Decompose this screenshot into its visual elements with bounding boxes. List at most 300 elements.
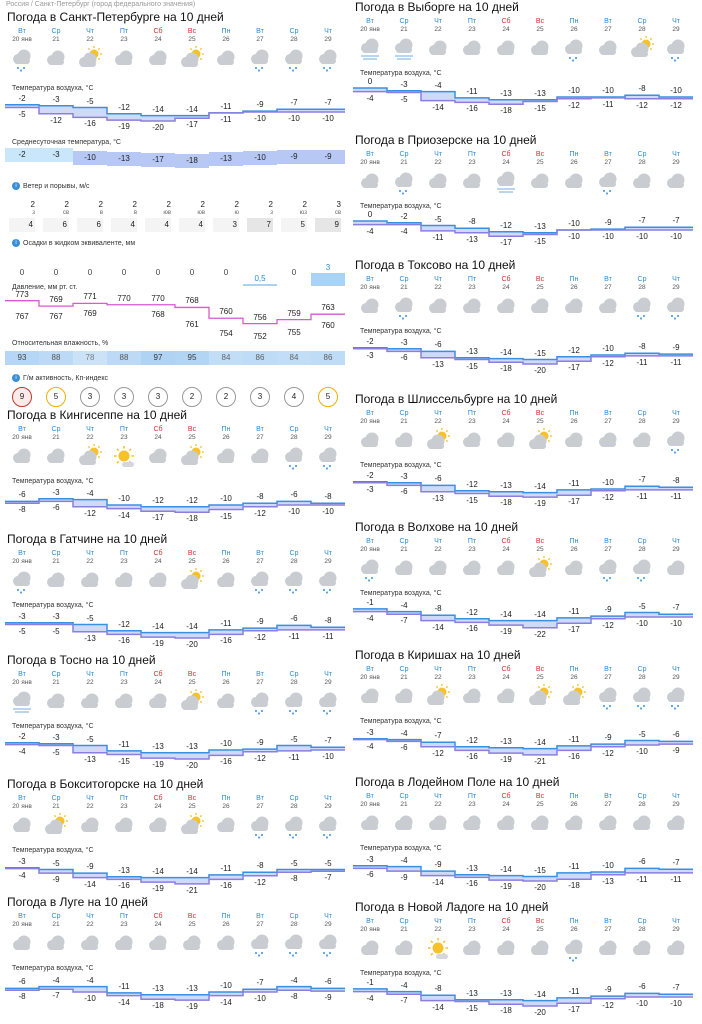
day-date: 20 янв <box>12 36 32 43</box>
day-date: 22 <box>86 803 94 810</box>
day-date: 29 <box>672 926 680 933</box>
city-title[interactable]: Погода в Киришах на 10 дней <box>355 648 521 662</box>
day-name: Пн <box>569 666 579 673</box>
day-header[interactable] <box>491 151 521 166</box>
day-name: Ср <box>289 426 299 433</box>
day-header[interactable] <box>211 550 241 565</box>
day-header[interactable] <box>177 795 207 810</box>
cloud-icon <box>425 294 451 320</box>
day-header[interactable] <box>423 793 453 808</box>
day-header[interactable] <box>627 18 657 33</box>
day-header[interactable] <box>109 426 139 441</box>
average-temperature-cell <box>141 153 175 167</box>
day-header[interactable] <box>491 18 521 33</box>
day-header[interactable] <box>355 410 385 425</box>
day-header[interactable] <box>389 410 419 425</box>
wind-direction: юз <box>299 210 307 216</box>
average-temperature-value: -2 <box>18 150 26 159</box>
day-header[interactable] <box>593 276 623 291</box>
day-header[interactable] <box>661 276 691 291</box>
max-temperature-value: -13 <box>534 221 546 231</box>
cloud-snow-icon <box>663 36 689 62</box>
day-header[interactable] <box>279 671 309 686</box>
max-temperature-value: -13 <box>500 988 512 998</box>
day-name: Чт <box>324 795 332 802</box>
max-temperature-value: -6 <box>672 730 680 740</box>
day-header[interactable] <box>661 793 691 808</box>
day-header[interactable] <box>559 151 589 166</box>
day-header[interactable] <box>245 795 275 810</box>
day-name: Ср <box>51 795 61 802</box>
cloud-icon <box>425 556 451 582</box>
day-header[interactable] <box>457 410 487 425</box>
sun-cloud-icon <box>179 689 205 715</box>
day-header[interactable] <box>355 151 385 166</box>
wind-label[interactable] <box>12 182 90 190</box>
max-temperature-value: -3 <box>400 337 408 347</box>
day-header[interactable] <box>75 671 105 686</box>
cloud-icon <box>493 684 519 710</box>
day-header[interactable] <box>75 426 105 441</box>
day-header[interactable] <box>245 550 275 565</box>
city-forecast-card <box>352 775 702 901</box>
day-date: 22 <box>86 36 94 43</box>
day-name: Пн <box>569 276 579 283</box>
info-icon[interactable]: i <box>12 374 20 382</box>
day-date: 22 <box>434 674 442 681</box>
day-header[interactable] <box>177 28 207 43</box>
day-header[interactable] <box>245 913 275 928</box>
max-temperature-value: -9 <box>256 100 264 110</box>
day-header[interactable] <box>593 666 623 681</box>
max-temperature-value: -12 <box>568 345 580 355</box>
day-header[interactable] <box>423 666 453 681</box>
min-temperature-value: -19 <box>152 639 164 649</box>
cloud-icon <box>145 46 171 72</box>
day-header[interactable] <box>143 426 173 441</box>
day-name: Пн <box>569 918 579 925</box>
day-header[interactable] <box>109 795 139 810</box>
day-header[interactable] <box>491 538 521 553</box>
day-header[interactable] <box>661 538 691 553</box>
day-name: Чт <box>324 671 332 678</box>
day-header[interactable] <box>355 538 385 553</box>
day-header[interactable] <box>41 28 71 43</box>
day-header[interactable] <box>457 666 487 681</box>
day-name: Пт <box>119 795 129 802</box>
day-header[interactable] <box>313 671 343 686</box>
breadcrumb[interactable]: Россия / Санкт-Петербург (город федерального значения) <box>6 1 196 8</box>
cloud-icon <box>459 294 485 320</box>
day-header[interactable] <box>525 666 555 681</box>
day-date: 25 <box>536 674 544 681</box>
day-header[interactable] <box>7 28 37 43</box>
geomagnetic-index: 2 <box>182 387 202 407</box>
day-header[interactable] <box>593 918 623 933</box>
min-temperature-value: -12 <box>670 100 682 110</box>
day-date: 22 <box>434 418 442 425</box>
day-header[interactable] <box>457 18 487 33</box>
day-header[interactable] <box>109 28 139 43</box>
info-icon[interactable]: i <box>12 182 20 190</box>
day-date: 21 <box>400 159 408 166</box>
day-header[interactable] <box>389 538 419 553</box>
day-header[interactable] <box>389 918 419 933</box>
day-header[interactable] <box>211 671 241 686</box>
city-title[interactable]: Погода в Волхове на 10 дней <box>355 520 519 534</box>
min-temperature-value: -5 <box>52 626 60 636</box>
temperature-label: Температура воздуха, °C <box>360 328 442 335</box>
day-header[interactable] <box>525 151 555 166</box>
max-temperature-value: 0 <box>367 77 373 86</box>
city-title[interactable]: Погода в Кингисеппе на 10 дней <box>7 408 187 422</box>
day-name: Вт <box>366 918 374 925</box>
day-header[interactable] <box>355 918 385 933</box>
geomagnetic-label-text: Г/м активность, Кп-индекс <box>23 374 108 382</box>
cloud-icon <box>391 684 417 710</box>
day-name: Вс <box>535 276 545 283</box>
day-header[interactable] <box>389 793 419 808</box>
day-header[interactable] <box>279 28 309 43</box>
day-name: Сб <box>153 550 163 557</box>
day-header[interactable] <box>7 550 37 565</box>
cloud-icon <box>595 936 621 962</box>
day-date: 23 <box>468 159 476 166</box>
cloud-icon <box>595 36 621 62</box>
average-temperature-value: -17 <box>152 155 164 165</box>
day-header[interactable] <box>593 151 623 166</box>
day-date: 24 <box>502 26 510 33</box>
day-header[interactable] <box>279 426 309 441</box>
min-temperature-value: -6 <box>366 870 374 880</box>
day-header[interactable] <box>143 795 173 810</box>
day-header[interactable] <box>423 410 453 425</box>
day-header[interactable] <box>75 913 105 928</box>
sun-icon <box>425 936 451 962</box>
day-header[interactable] <box>491 918 521 933</box>
day-header[interactable] <box>423 538 453 553</box>
city-title[interactable]: Погода в Лодейном Поле на 10 дней <box>355 775 560 789</box>
max-temperature-value: -3 <box>52 611 60 621</box>
day-name: Сб <box>501 538 511 545</box>
max-temperature-value: -14 <box>534 609 546 619</box>
day-header[interactable] <box>389 18 419 33</box>
min-temperature-value: -13 <box>432 359 444 369</box>
day-header[interactable] <box>143 913 173 928</box>
city-title[interactable]: Погода в Тосно на 10 дней <box>7 653 156 667</box>
cloud-snow-icon <box>281 444 307 470</box>
day-header[interactable] <box>7 671 37 686</box>
day-header[interactable] <box>7 426 37 441</box>
precipitation-label[interactable] <box>12 239 135 247</box>
city-title[interactable]: Погода в Новой Ладоге на 10 дней <box>355 900 549 914</box>
day-date: 28 <box>290 36 298 43</box>
city-title[interactable]: Погода в Приозерске на 10 дней <box>355 133 537 147</box>
max-temperature-value: -9 <box>256 617 264 627</box>
day-header[interactable] <box>525 276 555 291</box>
day-header[interactable] <box>423 918 453 933</box>
day-header[interactable] <box>559 666 589 681</box>
wind-direction: ю <box>234 210 239 216</box>
humidity-cell <box>5 351 39 365</box>
min-temperature-value: -10 <box>670 999 682 1008</box>
day-name: Вс <box>187 28 197 35</box>
day-header[interactable] <box>211 795 241 810</box>
day-name: Вс <box>535 151 545 158</box>
day-header[interactable] <box>661 18 691 33</box>
city-forecast-card <box>352 392 702 520</box>
day-date: 20 янв <box>12 803 32 810</box>
day-header[interactable] <box>559 538 589 553</box>
day-header[interactable] <box>109 671 139 686</box>
day-date: 29 <box>324 803 332 810</box>
cloud-icon <box>391 556 417 582</box>
day-header[interactable] <box>559 18 589 33</box>
min-temperature-value: -4 <box>18 870 26 880</box>
day-header[interactable] <box>661 918 691 933</box>
day-header[interactable] <box>177 550 207 565</box>
day-header[interactable] <box>457 276 487 291</box>
day-date: 20 янв <box>360 801 380 808</box>
day-name: Вт <box>366 410 374 417</box>
day-header[interactable] <box>423 276 453 291</box>
day-header[interactable] <box>559 276 589 291</box>
min-temperature-value: -14 <box>432 877 444 887</box>
max-temperature-value: -7 <box>672 603 680 613</box>
day-header[interactable] <box>525 18 555 33</box>
fog-icon <box>357 36 383 62</box>
max-temperature-value: -5 <box>52 858 60 868</box>
day-header[interactable] <box>279 795 309 810</box>
day-header[interactable] <box>389 666 419 681</box>
day-header[interactable] <box>245 671 275 686</box>
fog-icon <box>9 689 35 715</box>
sun-cloud-icon <box>527 428 553 454</box>
day-header[interactable] <box>177 913 207 928</box>
day-header[interactable] <box>41 795 71 810</box>
cloud-snow-icon <box>9 46 35 72</box>
day-header[interactable] <box>593 793 623 808</box>
day-date: 26 <box>570 926 578 933</box>
min-temperature-value: -4 <box>366 613 374 623</box>
day-header[interactable] <box>177 426 207 441</box>
day-date: 27 <box>256 803 264 810</box>
day-header[interactable] <box>211 28 241 43</box>
day-header[interactable] <box>41 913 71 928</box>
day-header[interactable] <box>423 151 453 166</box>
max-temperature-value: -4 <box>434 80 442 90</box>
day-date: 26 <box>222 36 230 43</box>
city-title[interactable]: Погода в Гатчине на 10 дней <box>7 532 168 546</box>
day-header[interactable] <box>593 538 623 553</box>
day-header[interactable] <box>313 550 343 565</box>
day-header[interactable] <box>593 18 623 33</box>
min-temperature-value: -5 <box>18 109 26 119</box>
day-header[interactable] <box>211 426 241 441</box>
day-header[interactable] <box>627 793 657 808</box>
city-title[interactable]: Погода в Санкт-Петербурге на 10 дней <box>7 10 224 24</box>
day-header[interactable] <box>661 666 691 681</box>
min-temperature-value: -12 <box>602 748 614 758</box>
day-header[interactable] <box>627 276 657 291</box>
cloud-icon <box>357 169 383 195</box>
cloud-icon <box>663 811 689 837</box>
min-temperature-value: -10 <box>636 232 648 241</box>
city-title[interactable]: Погода в Токсово на 10 дней <box>355 258 516 272</box>
max-temperature-value: -13 <box>466 988 478 998</box>
day-header[interactable] <box>245 28 275 43</box>
city-title[interactable]: Погода в Луге на 10 дней <box>7 895 148 909</box>
day-date: 28 <box>290 679 298 686</box>
max-temperature-value: -11 <box>220 101 232 111</box>
cloud-icon <box>595 811 621 837</box>
cloud-snow-icon <box>315 46 341 72</box>
day-header[interactable] <box>7 913 37 928</box>
wind-direction: юв <box>163 210 171 216</box>
day-header[interactable] <box>355 276 385 291</box>
day-header[interactable] <box>423 18 453 33</box>
city-title[interactable]: Погода в Шлиссельбурге на 10 дней <box>355 392 558 406</box>
day-header[interactable] <box>525 918 555 933</box>
day-header[interactable] <box>661 151 691 166</box>
day-header[interactable] <box>279 913 309 928</box>
day-header[interactable] <box>593 410 623 425</box>
day-header[interactable] <box>313 913 343 928</box>
day-date: 20 янв <box>12 434 32 441</box>
max-temperature-value: -9 <box>604 605 612 615</box>
max-temperature-value: -4 <box>52 975 60 985</box>
day-header[interactable] <box>559 918 589 933</box>
city-title[interactable]: Погода в Бокситогорске на 10 дней <box>7 777 204 791</box>
wind-direction: св <box>62 210 69 216</box>
day-header[interactable] <box>279 550 309 565</box>
day-header[interactable] <box>75 550 105 565</box>
cloud-snow-icon <box>629 556 655 582</box>
day-header[interactable] <box>355 666 385 681</box>
day-header[interactable] <box>525 793 555 808</box>
day-header[interactable] <box>661 410 691 425</box>
max-temperature-value: -10 <box>220 981 232 990</box>
day-header[interactable] <box>41 671 71 686</box>
day-header[interactable] <box>355 793 385 808</box>
day-name: Пн <box>221 913 231 920</box>
info-icon[interactable]: i <box>12 239 20 247</box>
day-name: Чт <box>434 151 442 158</box>
day-header[interactable] <box>245 426 275 441</box>
day-header[interactable] <box>389 276 419 291</box>
cloud-icon <box>179 931 205 957</box>
day-header[interactable] <box>313 426 343 441</box>
min-temperature-value: -17 <box>568 363 580 373</box>
day-header[interactable] <box>313 28 343 43</box>
day-header[interactable] <box>457 918 487 933</box>
day-header[interactable] <box>143 671 173 686</box>
min-temperature-value: -14 <box>432 622 444 632</box>
day-date: 29 <box>672 159 680 166</box>
day-date: 20 янв <box>360 26 380 33</box>
day-header[interactable] <box>143 550 173 565</box>
cloud-snow-icon <box>281 813 307 839</box>
day-date: 29 <box>672 418 680 425</box>
humidity-value: 86 <box>323 353 333 362</box>
day-header[interactable] <box>313 795 343 810</box>
day-header[interactable] <box>7 795 37 810</box>
min-temperature-value: -4 <box>366 93 374 103</box>
day-name: Пт <box>467 666 477 673</box>
day-header[interactable] <box>627 918 657 933</box>
min-temperature-value: -8 <box>18 992 26 1002</box>
day-header[interactable] <box>143 28 173 43</box>
max-temperature-value: -15 <box>534 865 546 875</box>
day-header[interactable] <box>41 426 71 441</box>
cloud-icon <box>145 689 171 715</box>
day-header[interactable] <box>491 793 521 808</box>
min-temperature-value: -7 <box>400 616 408 626</box>
day-date: 21 <box>400 674 408 681</box>
day-header[interactable] <box>491 410 521 425</box>
day-date: 23 <box>120 36 128 43</box>
day-header[interactable] <box>109 550 139 565</box>
day-header[interactable] <box>457 793 487 808</box>
temperature-label: Температура воздуха, °C <box>12 723 94 730</box>
day-name: Сб <box>153 426 163 433</box>
day-header[interactable] <box>491 276 521 291</box>
cloud-icon <box>357 936 383 962</box>
day-header[interactable] <box>75 795 105 810</box>
day-header[interactable] <box>525 410 555 425</box>
day-header[interactable] <box>177 671 207 686</box>
day-header[interactable] <box>75 28 105 43</box>
city-title[interactable]: Погода в Выборге на 10 дней <box>355 0 519 14</box>
geomagnetic-label[interactable] <box>12 374 108 382</box>
day-name: Чт <box>434 793 442 800</box>
average-temperature-value: -9 <box>290 152 298 162</box>
day-header[interactable] <box>627 151 657 166</box>
min-temperature-value: -17 <box>568 497 580 507</box>
city-forecast-card <box>352 133 702 258</box>
day-header[interactable] <box>559 793 589 808</box>
day-header[interactable] <box>457 151 487 166</box>
min-temperature-value: -15 <box>466 361 478 371</box>
day-header[interactable] <box>211 913 241 928</box>
min-temperature-value: -4 <box>366 993 374 1003</box>
day-header[interactable] <box>457 538 487 553</box>
max-temperature-value: -11 <box>568 986 580 996</box>
day-header[interactable] <box>355 18 385 33</box>
cloud-snow-icon <box>315 444 341 470</box>
cloud-icon <box>459 36 485 62</box>
cloud-icon <box>425 36 451 62</box>
day-header[interactable] <box>389 151 419 166</box>
day-header[interactable] <box>627 538 657 553</box>
min-temperature-value: -13 <box>84 633 96 643</box>
cloud-icon <box>459 169 485 195</box>
day-header[interactable] <box>525 538 555 553</box>
day-header[interactable] <box>109 913 139 928</box>
max-temperature-value: -11 <box>220 618 232 628</box>
day-header[interactable] <box>559 410 589 425</box>
day-header[interactable] <box>41 550 71 565</box>
day-header[interactable] <box>491 666 521 681</box>
cloud-icon <box>357 428 383 454</box>
min-temperature-value: -19 <box>500 627 512 637</box>
day-header[interactable] <box>627 666 657 681</box>
day-name: Пт <box>467 918 477 925</box>
day-name: Пн <box>221 795 231 802</box>
day-header[interactable] <box>627 410 657 425</box>
max-temperature-value: -14 <box>152 104 164 114</box>
day-name: Сб <box>501 410 511 417</box>
